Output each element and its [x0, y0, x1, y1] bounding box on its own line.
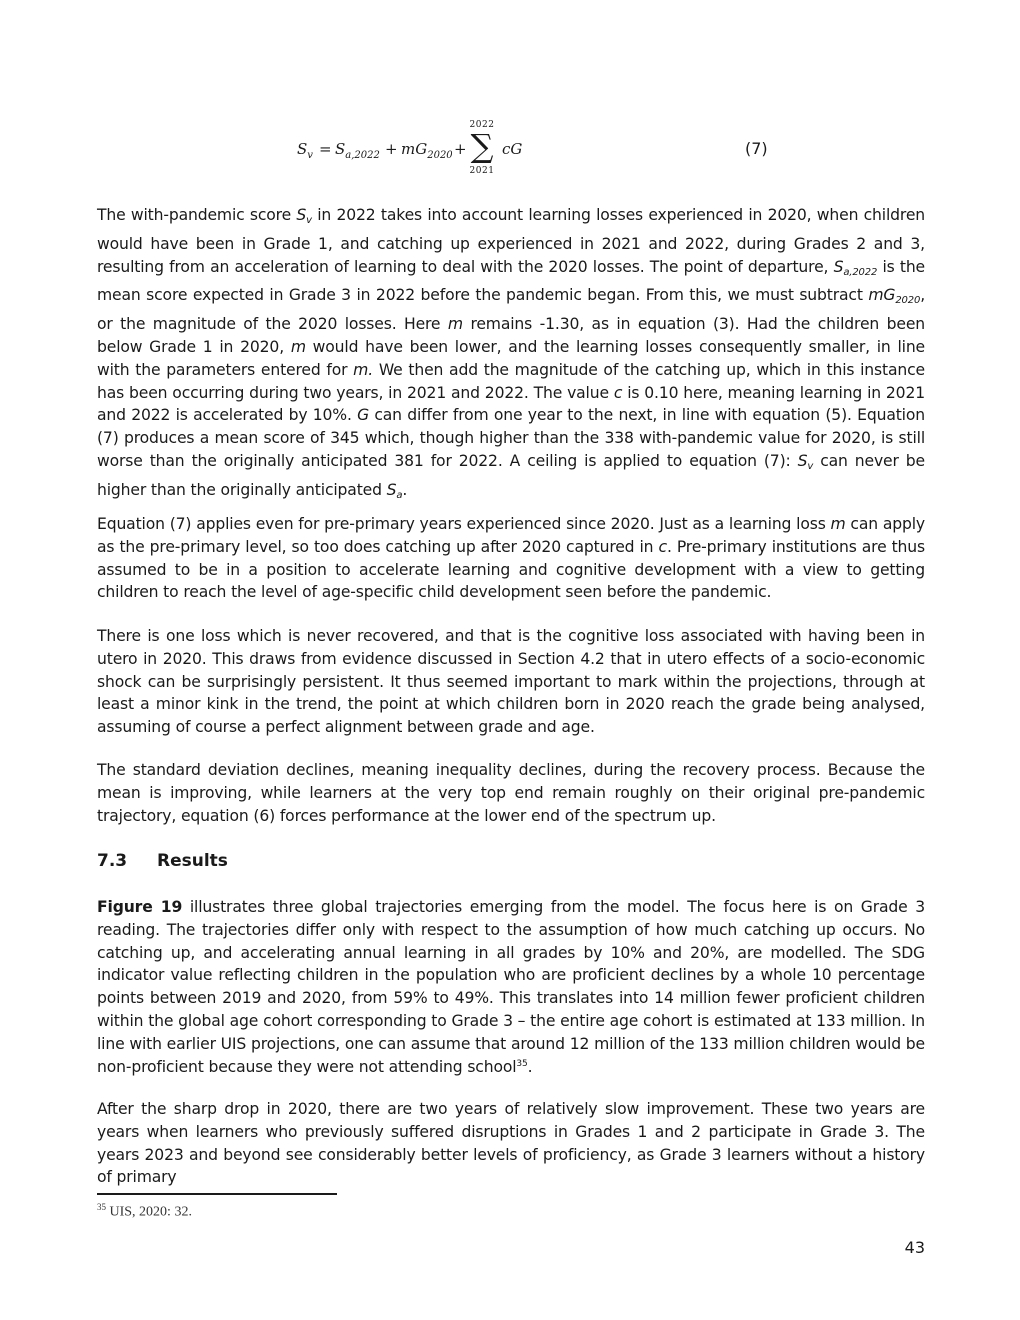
equation-term1: $S_{a,2022}$	[335, 140, 380, 161]
footnote-35: $^{35}$ UIS, 2020: 32.	[97, 1202, 192, 1220]
footnote-divider	[97, 1193, 337, 1195]
sigma-symbol: ∑	[470, 127, 494, 165]
paragraph-with-pandemic-score: The with-pandemic score $S_v$ in 2022 takes into account learning losses experienced in 2020, when children would have been in Grade 1, and catching up experienced in 2021 and 2022, during Grades 2 and 3, resulting from an acceleration of learning to deal with the 2020 losses. The point of departure, $S_{a,2022}$ is the mean score expected in Grade 3 in 2022 before the pandemic began. From this, we must subtract $mG_{2020}$, or the magnitude of the 2020 losses. Here m remains -1.30, as in equation (3). Had the children been below Grade 1 in 2020, m would have been lower, and the learning losses consequently smaller, in line with the parameters entered for m. We then add the magnitude of the catching up, which in this instance has been occurring during two years, in 2021 and 2022. The value c is 0.10 here, meaning learning in 2021 and 2022 is accelerated by 10%. G can differ from one year to the next, in line with equation (5). Equation (7) produces a mean score of 345 which, though higher than the 338 with-pandemic value for 2020, is still worse than the originally anticipated 381 for 2022. A ceiling is applied to equation (7): $S_v$ can never be higher than the originally anticipated $S_a$.	[97, 206, 926, 501]
equation-lhs: $S_v$	[297, 140, 313, 161]
section-heading-results	[97, 851, 228, 871]
figure-reference: Figure 19	[97, 898, 183, 916]
equation-summand: cG	[502, 140, 523, 158]
equation-number: (7)	[745, 139, 768, 158]
sum-upper-limit: 2022	[469, 120, 495, 130]
paragraph-pre-primary: Equation (7) applies even for pre-primary years experienced since 2020. Just as a learning loss m can apply as the pre-primary level, so too does catching up after 2020 captured in c. Pre-primary institutions are thus assumed to be in a position to accelerate learning and cognitive development with a view to getting children to reach the level of age-specific child development seen before the pandemic.	[97, 515, 926, 602]
equation-7	[97, 118, 925, 182]
equals-sign: =	[319, 140, 332, 158]
sum-lower-limit: 2021	[469, 166, 495, 176]
paragraph-standard-deviation: The standard deviation declines, meaning inequality declines, during the recovery process. Because the mean is improving, while learners at the very top end remain roughly on their original pre-pandemic trajectory, equation (6) forces performance at the lower end of the spectrum up.	[97, 761, 925, 825]
paragraph-sharp-drop: After the sharp drop in 2020, there are two years of relatively slow improvement. These two years are years when learners who previously suffered disruptions in Grades 1 and 2 participate in Grade 3. The years 2023 and beyond see considerably better levels of proficiency, as Grade 3 learners without a history of primary	[97, 1100, 925, 1187]
plus-sign-2: +	[454, 140, 467, 158]
footnote-marker: 35	[516, 1058, 528, 1069]
plus-sign-1: +	[385, 140, 398, 158]
paragraph-in-utero-loss: There is one loss which is never recovered, and that is the cognitive loss associated with having been in utero in 2020. This draws from evidence discussed in Section 4.2 that in utero effects of a socio-economic shock can be surprisingly persistent. It thus seemed important to mark within the projections, through at least a minor kink in the trend, the point at which children born in 2020 reach the grade being analysed, assuming of course a perfect alignment between grade and age.	[97, 627, 925, 737]
page-number: 43	[904, 1238, 925, 1257]
equation-term2: $mG_{2020}$	[401, 140, 453, 161]
paragraph-figure-19: Figure 19 illustrates three global trajectories emerging from the model. The focus here is on Grade 3 reading. The trajectories differ only with respect to the assumption of how much catching up occurs. No catching up, and accelerating annual learning in all grades by 10% and 20%, are modelled. The SDG indicator value reflecting children in the population who are proficient declines by a whole 10 percentage points between 2019 and 2020, from 59% to 49%. This translates into 14 million fewer proficient children within the global age cohort corresponding to Grade 3 – the entire age cohort is estimated at 133 million. In line with earlier UIS projections, one can assume that around 12 million of the 133 million children would be non-proficient because they were not attending school$^{35}$.	[97, 898, 925, 1076]
section-number: 7.3	[97, 851, 128, 871]
section-title: Results	[157, 851, 228, 871]
